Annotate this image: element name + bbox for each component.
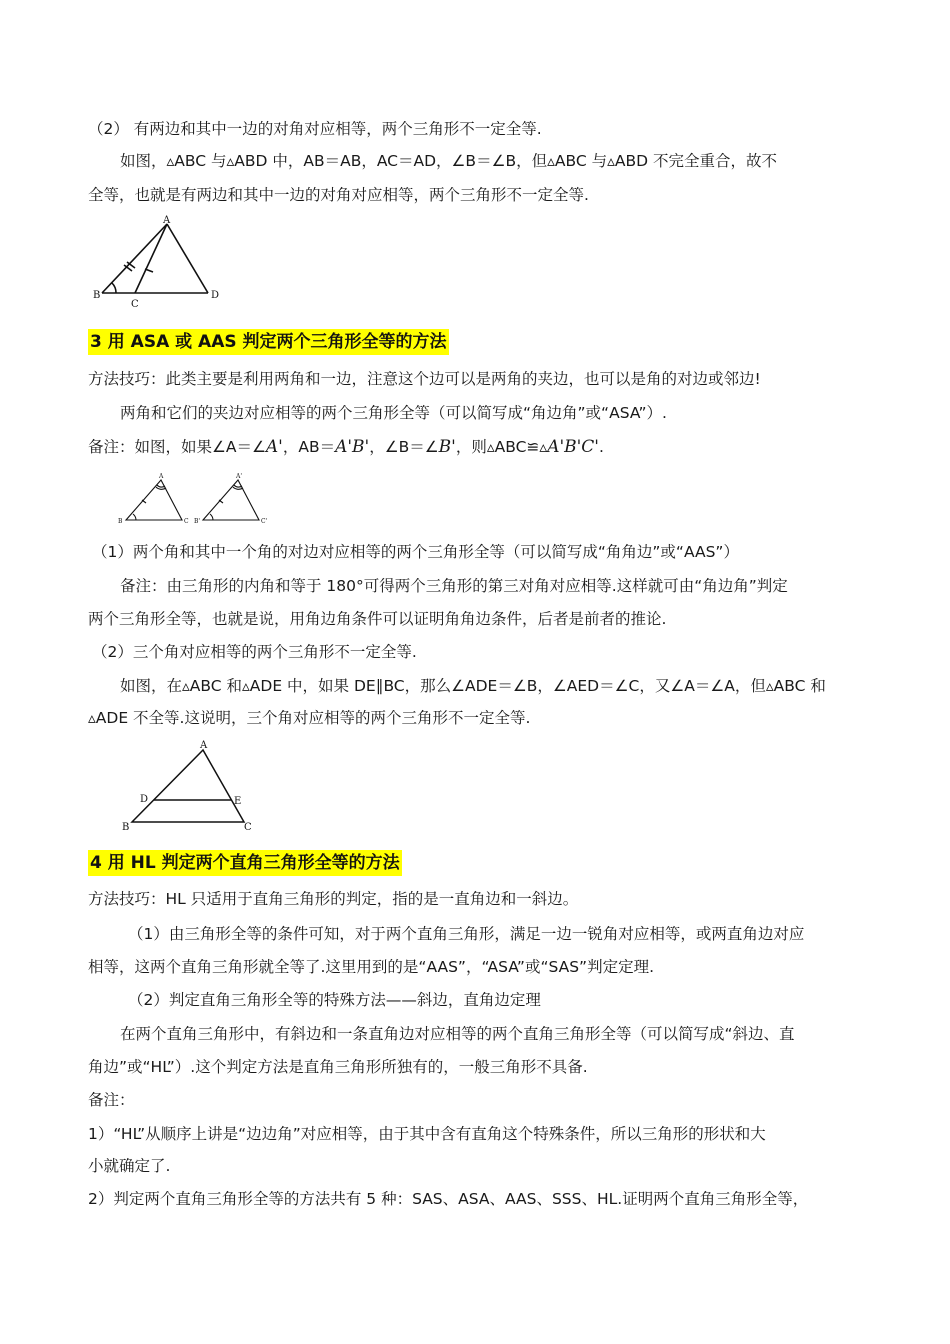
paragraph: （2）三个角对应相等的两个三角形不一定全等. (92, 643, 417, 661)
paragraph: 全等，也就是有两边和其中一边的对角对应相等，两个三角形不一定全等. (88, 186, 589, 204)
paragraph: 1）“HL”从顺序上讲是“边边角”对应相等，由于其中含有直角这个特殊条件，所以三角形的形状和大 (88, 1125, 766, 1143)
label-d: D (140, 794, 149, 805)
label-d: D (211, 290, 220, 301)
paragraph: ▵ADE 不全等.这说明，三个角对应相等的两个三角形不一定全等. (88, 709, 531, 727)
label-b: B (122, 822, 130, 833)
label-b-prime: B' (194, 518, 201, 525)
label-a: A (159, 473, 164, 480)
paragraph: 备注：由三角形的内角和等于 180°可得两个三角形的第三对角对应相等.这样就可由“角边角”判定 (120, 577, 788, 595)
label-c: C (244, 822, 252, 833)
paragraph: 如图，▵ABC 与▵ABD 中，AB＝AB，AC＝AD，∠B＝∠B，但▵ABC 与▵ABD 不完全重合，故不 (120, 152, 777, 170)
label-e: E (234, 796, 242, 807)
label-c: C (184, 518, 189, 525)
paragraph: （2）判定直角三角形全等的特殊方法——斜边，直角边定理 (128, 991, 541, 1009)
paragraph: 方法技巧：此类主要是利用两角和一边，注意这个边可以是两角的夹边，也可以是角的对边或邻边! (88, 370, 761, 388)
label-b: B (93, 290, 101, 301)
section-heading-3: 3 用 ASA 或 AAS 判定两个三角形全等的方法 (88, 329, 449, 355)
label-a: A (200, 740, 208, 751)
label-c: C (131, 299, 139, 310)
formula-text: ，∠B＝∠ (369, 438, 439, 456)
paragraph: 小就确定了. (88, 1157, 171, 1175)
formula-text: 备注：如图，如果∠A＝∠ (88, 438, 266, 456)
paragraph-formula (88, 437, 868, 457)
math-a-prime: A' (265, 437, 283, 457)
paragraph: 如图，在▵ABC 和▵ADE 中，如果 DE∥BC，那么∠ADE＝∠B，∠AED＝∠C，又∠A＝∠A，但▵ABC 和 (120, 677, 826, 695)
paragraph: 相等，这两个直角三角形就全等了.这里用到的是“AAS”，“ASA”或“SAS”判定定理. (88, 958, 655, 976)
figure-asa-triangles (112, 470, 272, 530)
paragraph: 两个三角形全等，也就是说，用角边角条件可以证明角角边条件，后者是前者的推论. (88, 610, 667, 628)
paragraph: （2） 有两边和其中一边的对角对应相等，两个三角形不一定全等. (88, 120, 542, 138)
math-b-prime: B' (438, 437, 456, 457)
math-ab-prime: A'B' (335, 437, 370, 457)
section-heading-4: 4 用 HL 判定两个直角三角形全等的方法 (88, 850, 402, 876)
figure-triangle-abd (90, 214, 230, 309)
paragraph: 方法技巧：HL 只适用于直角三角形的判定，指的是一直角边和一斜边。 (88, 890, 579, 908)
label-c-prime: C' (261, 518, 268, 525)
formula-text: . (598, 438, 604, 456)
figure-triangle-de-parallel (120, 738, 260, 838)
paragraph: 在两个直角三角形中，有斜边和一条直角边对应相等的两个直角三角形全等（可以简写成“斜边、直 (120, 1025, 795, 1043)
paragraph: 两角和它们的夹边对应相等的两个三角形全等（可以简写成“角边角”或“ASA”）. (120, 404, 667, 422)
formula-text: ，AB＝ (282, 438, 336, 456)
label-b: B (118, 518, 123, 525)
math-abc-prime: A'B'C' (547, 437, 599, 457)
paragraph: 2）判定两个直角三角形全等的方法共有 5 种：SAS、ASA、AAS、SSS、HL.证明两个直角三角形全等， (88, 1190, 809, 1208)
paragraph: 角边”或“HL”）.这个判定方法是直角三角形所独有的，一般三角形不具备. (88, 1058, 588, 1076)
paragraph: （1）两个角和其中一个角的对边对应相等的两个三角形全等（可以简写成“角角边”或“AAS”） (92, 543, 739, 561)
formula-text: ，则▵ABC≌▵ (455, 438, 548, 456)
paragraph: （1）由三角形全等的条件可知，对于两个直角三角形，满足一边一锐角对应相等，或两直角边对应 (128, 925, 805, 943)
paragraph: 备注： (88, 1091, 135, 1109)
label-a: A (163, 215, 171, 226)
label-a-prime: A' (236, 473, 242, 480)
